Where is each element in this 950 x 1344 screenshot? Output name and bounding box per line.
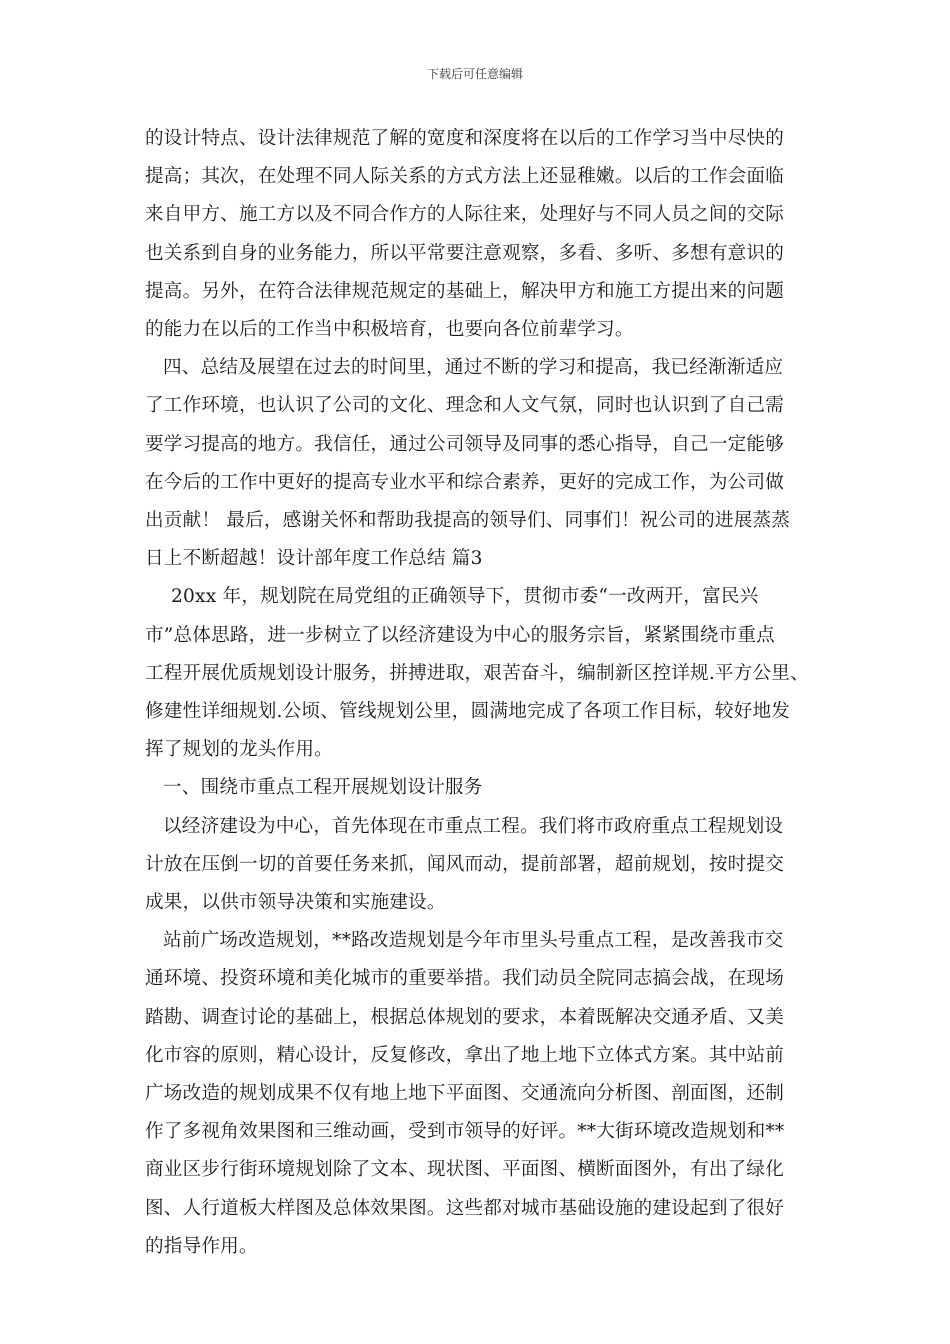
paragraph-station-square	[145, 922, 825, 1266]
text-line: 的能力在以后的工作当中积极培育，也要向各位前辈学习。	[145, 319, 634, 341]
paragraph-key-projects	[145, 808, 825, 923]
text-line: 站前广场改造规划，**路改造规划是今年市里头号重点工程，是改善我市交	[163, 930, 784, 952]
text-line: 以经济建设为中心，首先体现在市重点工程。我们将市政府重点工程规划设	[163, 815, 784, 837]
text-line: 通环境、投资环境和美化城市的重要举措。我们动员全院同志搞会战，在现场	[145, 968, 784, 990]
text-line: 挥了规划的龙头作用。	[145, 739, 333, 761]
text-line: 市”总体思路，进一步树立了以经济建设为中心的服务宗旨，紧紧围绕市重点	[145, 624, 775, 646]
text-line: 的设计特点、设计法律规范了解的宽度和深度将在以后的工作学习当中尽快的	[145, 128, 784, 149]
paragraph-work-improvement	[145, 120, 825, 349]
paragraph-summary-outlook	[145, 349, 825, 578]
text-line: 20xx 年，规划院在局党组的正确领导下，贯彻市委“一改两开，富民兴	[171, 586, 759, 608]
text-line: 提高；其次，在处理不同人际关系的方式方法上还显稚嫩。以后的工作会面临	[145, 166, 784, 188]
text-line: 广场改造的规划成果不仅有地上地下平面图、交通流向分析图、剖面图，还制	[145, 1083, 784, 1105]
text-line: 化市容的原则，精心设计，反复修改，拿出了地上地下立体式方案。其中站前	[145, 1044, 784, 1066]
text-line: 一、围绕市重点工程开展规划设计服务	[163, 777, 483, 799]
text-line: 成果，以供市领导决策和实施建设。	[145, 892, 446, 914]
text-line: 要学习提高的地方。我信任，通过公司领导及同事的悉心指导，自己一定能够	[145, 433, 784, 455]
text-line: 出贡献！ 最后，感谢关怀和帮助我提高的领导们、同事们！祝公司的进展蒸蒸	[145, 510, 791, 532]
page-header: 下载后可任意编辑	[426, 67, 523, 81]
text-line: 商业区步行街环境规划除了文本、现状图、平面图、横断面图外，有出了绿化	[145, 1159, 784, 1181]
paragraph-planning-institute	[145, 578, 825, 769]
text-line: 作了多视角效果图和三维动画，受到市领导的好评。**大街环境改造规划和**	[145, 1121, 785, 1143]
text-line: 计放在压倒一切的首要任务来抓，闻风而动，提前部署，超前规划，按时提交	[145, 853, 784, 875]
text-line: 日上不断超越！设计部年度工作总结 篇3	[145, 548, 483, 570]
text-line: 修建性详细规划.公顷、管线规划公里，圆满地完成了各项工作目标，较好地发	[145, 701, 791, 723]
text-line: 来自甲方、施工方以及不同合作方的人际往来，处理好与不同人员之间的交际	[145, 204, 784, 226]
text-line: 图、人行道板大样图及总体效果图。这些都对城市基础设施的建设起到了很好	[145, 1197, 784, 1219]
text-line: 也关系到自身的业务能力，所以平常要注意观察，多看、多听、多想有意识的	[145, 242, 784, 264]
text-line: 提高。另外，在符合法律规范规定的基础上，解决甲方和施工方提出来的问题	[145, 280, 784, 302]
document-body	[145, 120, 825, 1266]
text-line: 在今后的工作中更好的提高专业水平和综合素养，更好的完成工作，为公司做	[145, 471, 784, 493]
text-line: 工程开展优质规划设计服务，拼搏进取，艰苦奋斗，编制新区控详规.平方公里、	[145, 662, 809, 684]
section-heading	[145, 769, 825, 807]
text-line: 踏勘、调查讨论的基础上，根据总体规划的要求，本着既解决交通矛盾、又美	[145, 1006, 784, 1028]
text-line: 了工作环境，也认识了公司的文化、理念和人文气氛，同时也认识到了自己需	[145, 395, 784, 417]
text-line: 的指导作用。	[145, 1235, 258, 1257]
text-line: 四、总结及展望在过去的时间里，通过不断的学习和提高，我已经渐渐适应	[163, 357, 784, 379]
